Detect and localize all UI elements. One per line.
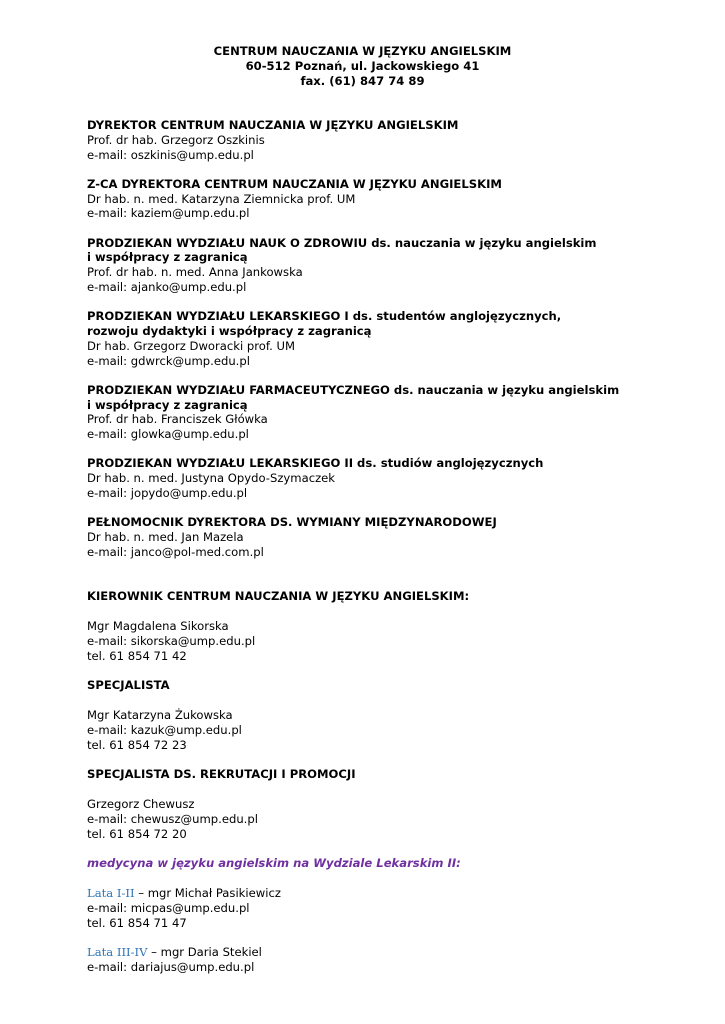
official-deputy-director [87,177,687,221]
staff-email[interactable]: e-mail: chewusz@ump.edu.pl [87,811,258,826]
staff-phone: tel. 61 854 72 23 [87,737,187,752]
official-name: Prof. dr hab. Grzegorz Oszkinis [87,132,265,147]
staff-head [87,589,687,664]
staff-name: Grzegorz Chewusz [87,797,195,812]
contact-email[interactable]: e-mail: micpas@ump.edu.pl [87,900,250,915]
official-email[interactable]: e-mail: janco@pol-med.com.pl [87,544,264,559]
contact-email[interactable]: e-mail: dariajus@ump.edu.pl [87,959,255,974]
years-label: Lata III-IV [87,944,148,959]
official-email[interactable]: e-mail: gdwrck@ump.edu.pl [87,353,250,368]
medicine-contact-years-1-2 [87,886,687,901]
staff-phone: tel. 61 854 71 42 [87,648,187,663]
staff-name: Mgr Magdalena Sikorska [87,619,229,634]
staff-title: SPECJALISTA DS. REKRUTACJI I PROMOCJI [87,766,356,781]
official-name: Prof. dr hab. Franciszek Główka [87,412,268,427]
official-name: Dr hab. Grzegorz Dworacki prof. UM [87,338,295,353]
official-email[interactable]: e-mail: jopydo@ump.edu.pl [87,485,248,500]
official-email[interactable]: e-mail: glowka@ump.edu.pl [87,427,249,442]
header-address: 60-512 Poznań, ul. Jackowskiego 41 [245,59,480,73]
official-title-continued: rozwoju dydaktyki i współpracy z zagranicą [87,323,372,338]
header-institution-name: CENTRUM NAUCZANIA W JĘZYKU ANGIELSKIM [213,44,512,58]
staff-specialist [87,678,687,753]
official-email[interactable]: e-mail: oszkinis@ump.edu.pl [87,147,254,162]
staff-recruitment-specialist [87,767,687,842]
staff-email[interactable]: e-mail: sikorska@ump.edu.pl [87,633,256,648]
contact-phone: tel. 61 854 71 47 [87,915,187,930]
official-name: Dr hab. n. med. Jan Mazela [87,529,244,544]
staff-phone: tel. 61 854 72 20 [87,826,187,841]
medicine-section [87,856,687,975]
official-director [87,118,687,162]
official-name: Prof. dr hab. n. med. Anna Jankowska [87,265,303,280]
staff-email[interactable]: e-mail: kazuk@ump.edu.pl [87,722,242,737]
official-title: PRODZIEKAN WYDZIAŁU LEKARSKIEGO I ds. studentów anglojęzycznych, [87,309,562,324]
staff-title: KIEROWNIK CENTRUM NAUCZANIA W JĘZYKU ANGIELSKIM: [87,588,470,603]
official-title: PRODZIEKAN WYDZIAŁU LEKARSKIEGO II ds. studiów anglojęzycznych [87,456,544,471]
official-vice-dean-pharmacy [87,383,687,442]
official-email[interactable]: e-mail: kaziem@ump.edu.pl [87,206,250,221]
contact-list [87,118,687,974]
contact-person: – mgr Michał Pasikiewicz [134,886,281,901]
official-international-exchange-plenipotentiary [87,515,687,559]
official-name: Dr hab. n. med. Katarzyna Ziemnicka prof. UM [87,191,356,206]
document-header [0,44,725,89]
official-title: PRODZIEKAN WYDZIAŁU FARMACEUTYCZNEGO ds. nauczania w języku angielskim [87,382,620,397]
contact-person: – mgr Daria Stekiel [147,944,262,959]
staff-name: Mgr Katarzyna Żukowska [87,708,233,723]
official-name: Dr hab. n. med. Justyna Opydo-Szymaczek [87,471,335,486]
medicine-contact-years-3-4 [87,945,687,960]
official-email[interactable]: e-mail: ajanko@ump.edu.pl [87,279,247,294]
staff-title: SPECJALISTA [87,677,170,692]
official-title-continued: i współpracy z zagranicą [87,250,248,265]
official-title: PEŁNOMOCNIK DYREKTORA DS. WYMIANY MIĘDZYNARODOWEJ [87,515,497,530]
years-label: Lata I-II [87,886,135,901]
header-fax: fax. (61) 847 74 89 [300,74,425,88]
official-title: DYREKTOR CENTRUM NAUCZANIA W JĘZYKU ANGIELSKIM [87,118,459,132]
official-title: Z-CA DYREKTORA CENTRUM NAUCZANIA W JĘZYKU ANGIELSKIM [87,176,502,191]
official-title-continued: i współpracy z zagranicą [87,397,248,412]
medicine-heading: medycyna w języku angielskim na Wydziale Lekarskim II: [87,855,461,870]
official-vice-dean-medical-faculty-2 [87,456,687,500]
official-title: PRODZIEKAN WYDZIAŁU NAUK O ZDROWIU ds. nauczania w języku angielskim [87,235,597,250]
official-vice-dean-health-sciences [87,236,687,295]
official-vice-dean-medical-faculty-1 [87,309,687,368]
